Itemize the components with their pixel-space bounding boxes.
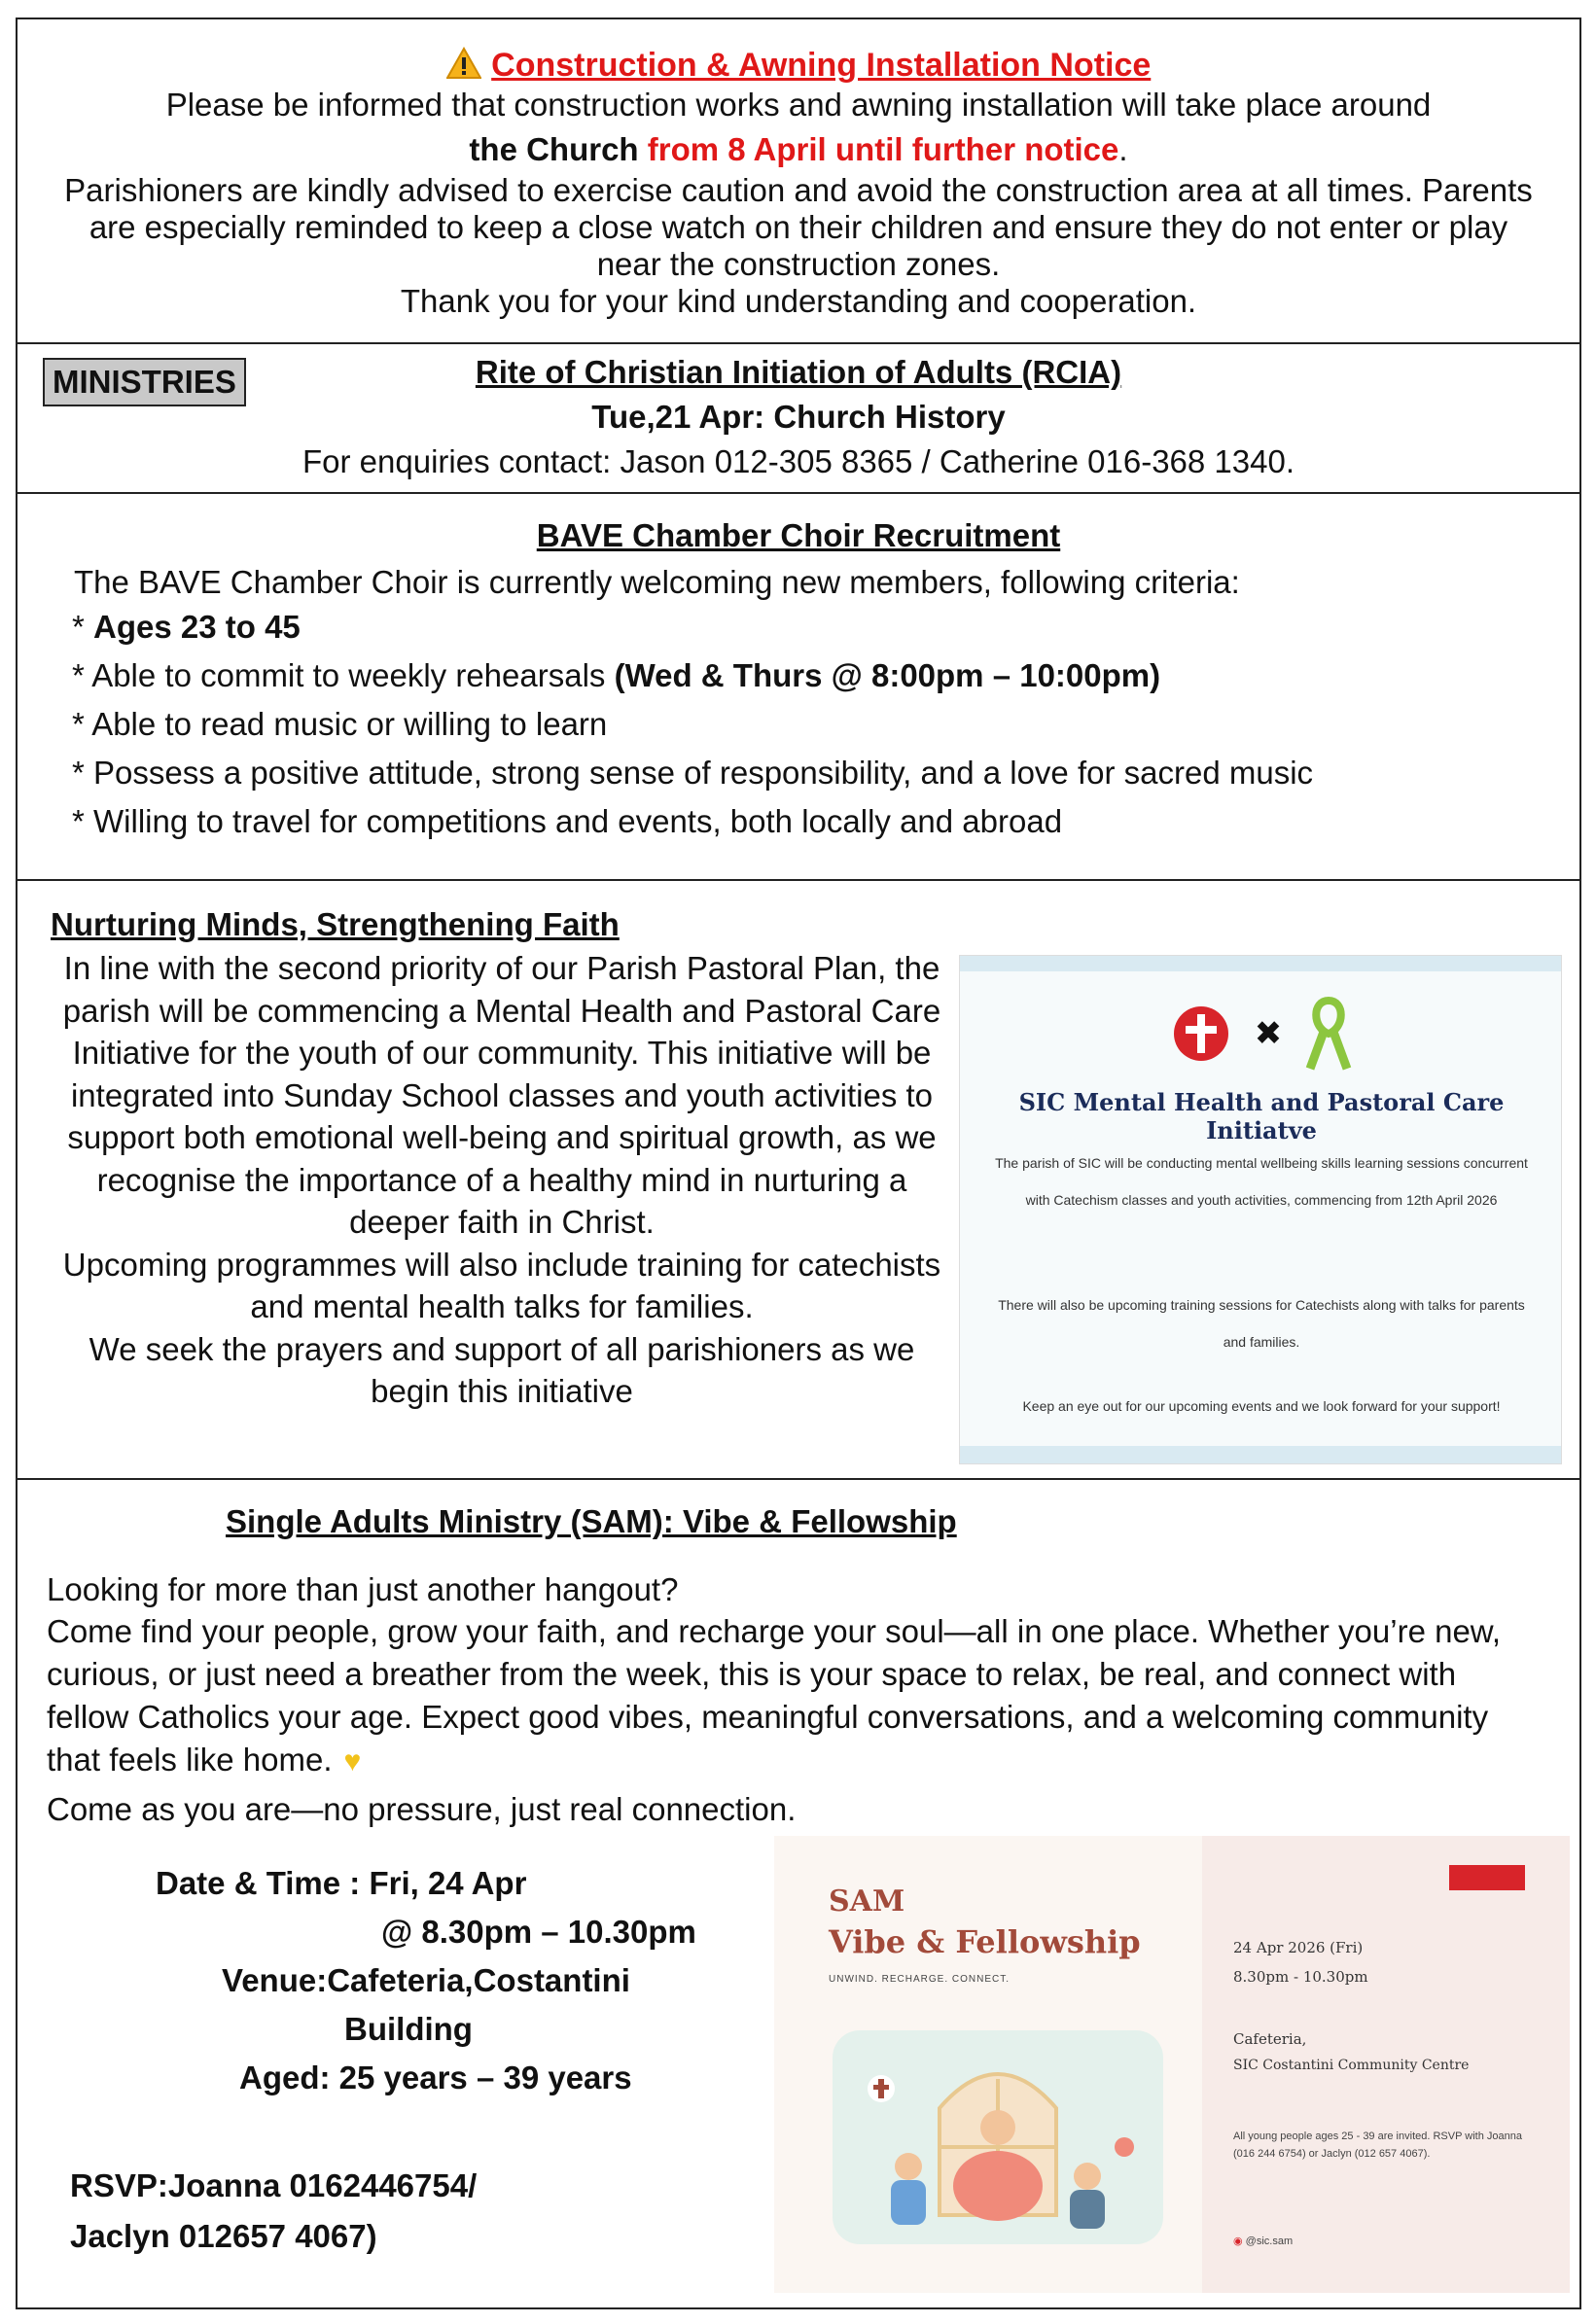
criteria-rehearsal-time: (Wed & Thurs @ 8:00pm – 10:00pm) [614, 657, 1161, 693]
nurturing-body [54, 947, 949, 1413]
green-ribbon-icon [1304, 995, 1353, 1073]
mental-health-poster [959, 955, 1562, 1464]
sam-poster [774, 1836, 1570, 2293]
sam-poster-date: 24 Apr 2026 (Fri) [1233, 1939, 1364, 1956]
criteria-item-attitude: * Possess a positive attitude, strong sense of responsibility, and a love for sacred music [72, 755, 1314, 791]
notice-title: Construction & Awning Installation Notice [491, 47, 1152, 84]
criteria-item-music: * Able to read music or willing to learn [72, 706, 608, 742]
notice-line2-bold: the Church [469, 131, 639, 167]
sam-title: Single Adults Ministry (SAM): Vibe & Fellowship [226, 1503, 957, 1539]
poster-text-3: Keep an eye out for our upcoming events and we look forward for your support! [1022, 1398, 1501, 1414]
sam-section [16, 1480, 1581, 2309]
poster-text-1: The parish of SIC will be conducting mental wellbeing skills learning sessions concurrent with Catechism classes and youth activities, commencing from 12th April 2026 [995, 1155, 1528, 1208]
sam-poster-title: SAM [829, 1884, 905, 1919]
sam-time: @ 8.30pm – 10.30pm [381, 1914, 696, 1950]
poster-text-2: There will also be upcoming training sessions for Catechists along with talks for parents and families. [998, 1297, 1525, 1350]
sam-date: Date & Time : Fri, 24 Apr [156, 1865, 527, 1901]
instagram-icon: ◉ [1233, 2236, 1243, 2247]
sam-poster-subtitle: Vibe & Fellowship [829, 1923, 1141, 1960]
sam-poster-handle-text: @sic.sam [1245, 2236, 1294, 2247]
construction-notice [16, 18, 1581, 344]
yellow-heart-icon: ♥ [343, 1745, 362, 1778]
poster-title: SIC Mental Health and Pastoral Care Initiatve [1018, 1088, 1505, 1144]
sam-event-details [54, 1859, 755, 2102]
rcia-session: Tue,21 Apr: Church History [591, 399, 1006, 435]
sam-rsvp-joanna: RSVP:Joanna 0162446754/ [70, 2167, 478, 2203]
notice-line2 [16, 129, 1581, 170]
sam-venue: Venue:Cafeteria,Costantini [222, 1962, 630, 1998]
rcia-section [16, 344, 1581, 494]
sam-poster-handle [1233, 2235, 1293, 2247]
criteria-age: Ages 23 to 45 [93, 609, 301, 645]
choir-title: BAVE Chamber Choir Recruitment [536, 517, 1061, 553]
criteria-item-age: * Ages 23 to 45 [72, 609, 301, 645]
nurturing-paragraph-3: We seek the prayers and support of all parishioners as we begin this initiative [89, 1330, 915, 1409]
sam-poster-info: All young people ages 25 - 39 are invited. RSVP with Joanna (016 244 6754) or Jaclyn (012 657 4067). [1233, 2130, 1522, 2160]
nurturing-paragraph: In line with the second priority of our Parish Pastoral Plan, the parish will be commencing a Mental Health and Pastoral Care Initiative for the youth of our community. This initiative will be integrated into Sunday School classes and youth activities to support both emotional well-being and spiritual growth, as we recognise the importance of a healthy mind in nurturing a deeper faith in Christ. [62, 950, 941, 1240]
sam-poster-time: 8.30pm - 10.30pm [1233, 1968, 1368, 1986]
rcia-contact: For enquiries contact: Jason 012-305 8365 / Catherine 016-368 1340. [301, 443, 1295, 479]
warning-icon [446, 47, 481, 80]
notice-line2-end: . [1118, 131, 1128, 167]
poster-logos [960, 995, 1562, 1073]
notice-line4: Thank you for your kind understanding and cooperation. [400, 283, 1197, 319]
notice-line1: Please be informed that construction works and awning installation will take place around [165, 87, 1432, 123]
notice-heading [16, 47, 1581, 85]
criteria-item-rehearsal: * Able to commit to weekly rehearsals (Wed & Thurs @ 8:00pm – 10:00pm) [72, 657, 1161, 693]
fellowship-illustration [823, 2021, 1173, 2254]
notice-line3: Parishioners are kindly advised to exercise caution and avoid the construction area at all times. Parents are especially reminded to keep a close watch on their children and ensure they do not enter or play near the construction zones. [64, 172, 1533, 282]
sam-rsvp-jaclyn: Jaclyn 012657 4067) [70, 2218, 377, 2254]
sam-question: Looking for more than just another hangout? [47, 1571, 679, 1607]
criteria-item-travel: * Willing to travel for competitions and events, both locally and abroad [72, 803, 1063, 839]
sam-rsvp [70, 2161, 477, 2262]
sam-poster-venue-building: SIC Costantini Community Centre [1233, 2058, 1470, 2073]
poster-badge [1449, 1865, 1525, 1890]
nurturing-section [16, 881, 1581, 1480]
sam-body [47, 1610, 1544, 1783]
ministries-tag: MINISTRIES [43, 358, 246, 406]
sam-closing: Come as you are—no pressure, just real connection. [47, 1791, 797, 1827]
choir-section [16, 494, 1581, 881]
choir-criteria [16, 603, 1581, 846]
sam-body-text: Come find your people, grow your faith, and recharge your soul—all in one place. Whether you’re new, curious, or just need a breather from the week, this is your space to relax, be real, and connect with fellow Catholics your age. Expect good vibes, meaningful conversations, and a welcoming community that feels like home. [47, 1613, 1501, 1778]
sam-poster-venue: Cafeteria, [1233, 2030, 1307, 2048]
sam-poster-tagline: UNWIND. RECHARGE. CONNECT. [829, 1974, 1011, 1985]
nurturing-title: Nurturing Minds, Strengthening Faith [51, 906, 620, 942]
sam-age: Aged: 25 years – 39 years [239, 2060, 632, 2095]
times-icon: ✖ [1254, 1015, 1283, 1052]
sam-venue-building: Building [344, 2011, 473, 2047]
notice-line2-red: from 8 April until further notice [638, 131, 1119, 167]
nurturing-paragraph-2: Upcoming programmes will also include training for catechists and mental health talks for families. [62, 1246, 941, 1324]
parish-logo-icon [1170, 1003, 1232, 1065]
rcia-title: Rite of Christian Initiation of Adults (RCIA) [475, 354, 1122, 390]
choir-intro: The BAVE Chamber Choir is currently welcoming new members, following criteria: [74, 564, 1240, 600]
